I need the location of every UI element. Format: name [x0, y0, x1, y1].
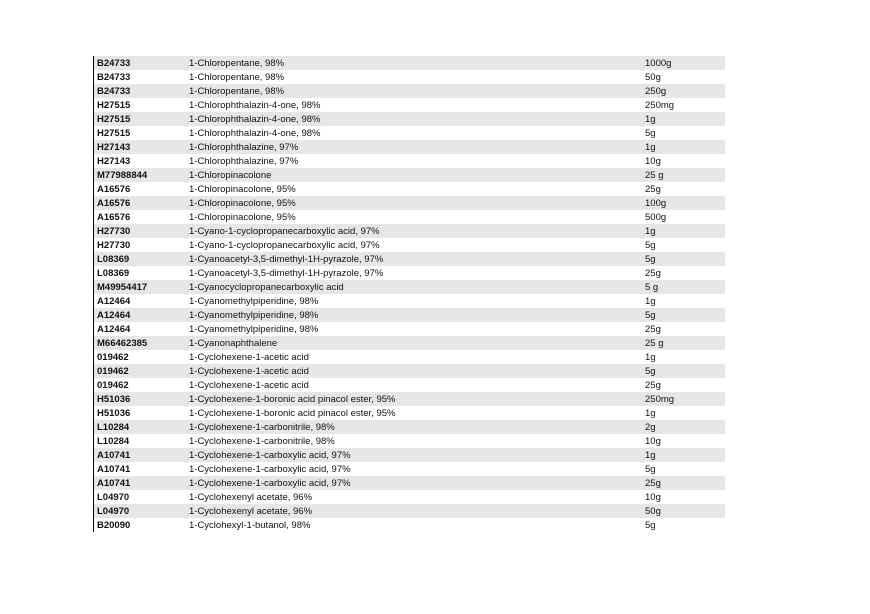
- product-name-cell: 1-Cyanomethylpiperidine, 98%: [189, 323, 319, 335]
- product-code-cell: H27515: [97, 99, 131, 111]
- product-code-cell: B24733: [97, 57, 131, 69]
- product-name-cell: 1-Cyano-1-cyclopropanecarboxylic acid, 97%: [189, 225, 380, 237]
- product-code-cell: A10741: [97, 463, 131, 475]
- product-name-cell: 1-Cyclohexenyl acetate, 96%: [189, 505, 313, 517]
- product-code-cell: H27515: [97, 113, 131, 125]
- product-code-cell: L04970: [97, 491, 130, 503]
- product-code-cell: A12464: [97, 295, 131, 307]
- product-name-cell: 1-Cyanomethylpiperidine, 98%: [189, 309, 319, 321]
- product-code-cell: A12464: [97, 309, 131, 321]
- product-name-cell: 1-Chlorophthalazin-4-one, 98%: [189, 113, 321, 125]
- table-row: [94, 168, 725, 182]
- pack-size-cell: 250g: [645, 85, 667, 97]
- product-code-cell: M77988844: [97, 169, 148, 181]
- pack-size-cell: 2g: [645, 421, 656, 433]
- pack-size-cell: 50g: [645, 505, 661, 517]
- table-row: [94, 196, 725, 210]
- pack-size-cell: 10g: [645, 155, 661, 167]
- table-row: [94, 126, 725, 140]
- pack-size-cell: 1g: [645, 141, 656, 153]
- product-name-cell: 1-Chloropinacolone, 95%: [189, 197, 296, 209]
- pack-size-cell: 5g: [645, 127, 656, 139]
- pack-size-cell: 5g: [645, 309, 656, 321]
- pack-size-cell: 250mg: [645, 99, 675, 111]
- pack-size-cell: 1g: [645, 295, 656, 307]
- product-name-cell: 1-Chloropinacolone, 95%: [189, 211, 296, 223]
- product-code-cell: A10741: [97, 477, 131, 489]
- table-row: [94, 448, 725, 462]
- table-row: [94, 308, 725, 322]
- table-row: [94, 350, 725, 364]
- table-row: [94, 154, 725, 168]
- product-code-cell: L10284: [97, 421, 130, 433]
- table-row: [94, 70, 725, 84]
- table-row: [94, 518, 725, 532]
- product-code-cell: L08369: [97, 253, 130, 265]
- table-row: [94, 462, 725, 476]
- product-code-cell: 019462: [97, 379, 129, 391]
- product-name-cell: 1-Cyclohexene-1-carbonitrile, 98%: [189, 421, 335, 433]
- product-name-cell: 1-Chlorophthalazine, 97%: [189, 155, 299, 167]
- table-row: [94, 490, 725, 504]
- product-name-cell: 1-Chlorophthalazin-4-one, 98%: [189, 99, 321, 111]
- product-name-cell: 1-Chloropentane, 98%: [189, 57, 285, 69]
- product-code-cell: M66462385: [97, 337, 148, 349]
- product-name-cell: 1-Cyclohexene-1-carbonitrile, 98%: [189, 435, 335, 447]
- product-name-cell: 1-Chloropinacolone, 95%: [189, 183, 296, 195]
- product-code-cell: A16576: [97, 197, 131, 209]
- pack-size-cell: 5g: [645, 463, 656, 475]
- pack-size-cell: 1g: [645, 225, 656, 237]
- product-name-cell: 1-Cyanoacetyl-3,5-dimethyl-1H-pyrazole, 97%: [189, 267, 384, 279]
- table-row: [94, 406, 725, 420]
- product-table: [93, 56, 725, 532]
- product-name-cell: 1-Chloropentane, 98%: [189, 71, 285, 83]
- product-code-cell: B24733: [97, 71, 131, 83]
- table-row: [94, 140, 725, 154]
- table-row: [94, 322, 725, 336]
- table-row: [94, 210, 725, 224]
- pack-size-cell: 5 g: [645, 281, 659, 293]
- product-name-cell: 1-Cyclohexene-1-carboxylic acid, 97%: [189, 477, 351, 489]
- pack-size-cell: 1g: [645, 449, 656, 461]
- pack-size-cell: 500g: [645, 211, 667, 223]
- product-code-cell: L04970: [97, 505, 130, 517]
- product-code-cell: H27515: [97, 127, 131, 139]
- pack-size-cell: 25 g: [645, 169, 664, 181]
- product-code-cell: B20090: [97, 519, 131, 531]
- product-code-cell: 019462: [97, 365, 129, 377]
- table-row: [94, 280, 725, 294]
- product-name-cell: 1-Cyclohexenyl acetate, 96%: [189, 491, 313, 503]
- product-code-cell: L08369: [97, 267, 130, 279]
- pack-size-cell: 25g: [645, 379, 661, 391]
- product-code-cell: A16576: [97, 183, 131, 195]
- table-row: [94, 420, 725, 434]
- table-row: [94, 504, 725, 518]
- product-name-cell: 1-Cyanocyclopropanecarboxylic acid: [189, 281, 344, 293]
- product-code-cell: H27730: [97, 239, 131, 251]
- table-row: [94, 56, 725, 70]
- table-row: [94, 294, 725, 308]
- table-row: [94, 476, 725, 490]
- table-row: [94, 336, 725, 350]
- product-code-cell: L10284: [97, 435, 130, 447]
- product-name-cell: 1-Cyclohexene-1-boronic acid pinacol ester, 95%: [189, 407, 396, 419]
- table-row: [94, 112, 725, 126]
- product-name-cell: 1-Chlorophthalazine, 97%: [189, 141, 299, 153]
- product-name-cell: 1-Cyclohexene-1-carboxylic acid, 97%: [189, 463, 351, 475]
- product-code-cell: A16576: [97, 211, 131, 223]
- pack-size-cell: 5g: [645, 519, 656, 531]
- product-name-cell: 1-Chloropinacolone: [189, 169, 272, 181]
- product-name-cell: 1-Cyclohexene-1-boronic acid pinacol ester, 95%: [189, 393, 396, 405]
- pack-size-cell: 5g: [645, 239, 656, 251]
- pack-size-cell: 1g: [645, 351, 656, 363]
- table-row: [94, 252, 725, 266]
- product-code-cell: M49954417: [97, 281, 148, 293]
- pack-size-cell: 100g: [645, 197, 667, 209]
- table-row: [94, 392, 725, 406]
- product-name-cell: 1-Chlorophthalazin-4-one, 98%: [189, 127, 321, 139]
- table-row: [94, 98, 725, 112]
- product-code-cell: A10741: [97, 449, 131, 461]
- table-row: [94, 238, 725, 252]
- product-name-cell: 1-Cyclohexyl-1-butanol, 98%: [189, 519, 311, 531]
- product-code-cell: A12464: [97, 323, 131, 335]
- product-name-cell: 1-Cyano-1-cyclopropanecarboxylic acid, 97%: [189, 239, 380, 251]
- product-name-cell: 1-Cyclohexene-1-acetic acid: [189, 365, 309, 377]
- product-name-cell: 1-Cyclohexene-1-acetic acid: [189, 351, 309, 363]
- product-name-cell: 1-Cyclohexene-1-acetic acid: [189, 379, 309, 391]
- product-code-cell: H27730: [97, 225, 131, 237]
- table-row: [94, 378, 725, 392]
- product-name-cell: 1-Cyanonaphthalene: [189, 337, 278, 349]
- pack-size-cell: 25g: [645, 323, 661, 335]
- product-code-cell: B24733: [97, 85, 131, 97]
- pack-size-cell: 25 g: [645, 337, 664, 349]
- pack-size-cell: 1g: [645, 407, 656, 419]
- pack-size-cell: 10g: [645, 435, 661, 447]
- pack-size-cell: 25g: [645, 477, 661, 489]
- table-row: [94, 434, 725, 448]
- product-code-cell: 019462: [97, 351, 129, 363]
- pack-size-cell: 5g: [645, 253, 656, 265]
- table-row: [94, 224, 725, 238]
- table-row: [94, 364, 725, 378]
- pack-size-cell: 50g: [645, 71, 661, 83]
- pack-size-cell: 1000g: [645, 57, 672, 69]
- product-name-cell: 1-Cyanoacetyl-3,5-dimethyl-1H-pyrazole, 97%: [189, 253, 384, 265]
- product-name-cell: 1-Cyanomethylpiperidine, 98%: [189, 295, 319, 307]
- pack-size-cell: 25g: [645, 267, 661, 279]
- product-code-cell: H51036: [97, 393, 131, 405]
- pack-size-cell: 250mg: [645, 393, 675, 405]
- pack-size-cell: 1g: [645, 113, 656, 125]
- product-code-cell: H27143: [97, 155, 131, 167]
- product-code-cell: H51036: [97, 407, 131, 419]
- product-name-cell: 1-Cyclohexene-1-carboxylic acid, 97%: [189, 449, 351, 461]
- pack-size-cell: 10g: [645, 491, 661, 503]
- table-row: [94, 266, 725, 280]
- table-row: [94, 84, 725, 98]
- product-code-cell: H27143: [97, 141, 131, 153]
- pack-size-cell: 25g: [645, 183, 661, 195]
- pack-size-cell: 5g: [645, 365, 656, 377]
- table-row: [94, 182, 725, 196]
- product-name-cell: 1-Chloropentane, 98%: [189, 85, 285, 97]
